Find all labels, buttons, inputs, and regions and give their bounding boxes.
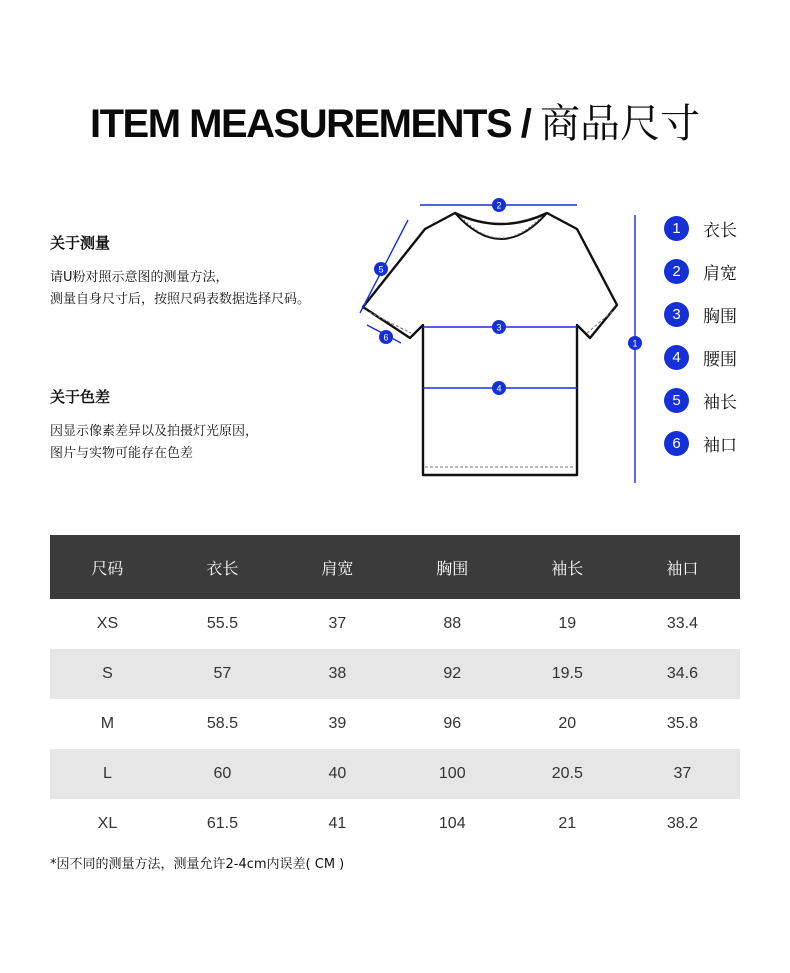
table-cell: 21 <box>558 815 577 832</box>
marker-3 <box>492 320 506 334</box>
table-cell: 37 <box>328 615 347 632</box>
legend-number: 2 <box>664 259 689 284</box>
footnote: *因不同的测量方法，测量允许2-4cm内误差( CM ) <box>50 857 345 872</box>
legend-label: 肩宽 <box>703 264 737 284</box>
measurement-legend <box>664 207 737 465</box>
table-row <box>50 649 740 699</box>
table-cell: 96 <box>443 715 462 732</box>
marker-4-label: 4 <box>496 383 502 394</box>
legend-label: 腰围 <box>703 350 737 370</box>
marker-6 <box>379 330 393 344</box>
table-cell: 88 <box>443 615 462 632</box>
table-cell: 37 <box>625 749 740 799</box>
tshirt-outline <box>363 213 617 475</box>
table-cell: 100 <box>395 749 510 799</box>
marker-2 <box>492 198 506 212</box>
table-cell: S <box>50 649 165 699</box>
tshirt-diagram <box>355 195 655 495</box>
table-cell: 39 <box>328 715 347 732</box>
marker-1-label: 1 <box>632 338 638 349</box>
table-cell: 104 <box>438 815 466 832</box>
table-cell: 34.6 <box>625 649 740 699</box>
table-header-row <box>50 535 740 599</box>
table-row <box>50 749 740 799</box>
table-cell: XL <box>97 815 118 832</box>
page-title <box>0 92 790 149</box>
table-header-cell: 袖长 <box>510 535 625 599</box>
table-header-cell: 尺码 <box>50 535 165 599</box>
measurement-note-line: 测量自身尺寸后，按照尺码表数据选择尺码。 <box>50 292 311 307</box>
legend-number: 5 <box>664 388 689 413</box>
color-note-line: 因显示像素差异以及拍摄灯光原因， <box>50 424 259 439</box>
color-note-heading: 关于色差 <box>50 388 111 406</box>
table-cell: L <box>50 749 165 799</box>
table-cell: 61.5 <box>206 815 238 832</box>
table-cell: 60 <box>165 749 280 799</box>
legend-item-cuff <box>664 422 737 465</box>
legend-label: 胸围 <box>703 307 737 327</box>
table-cell: 92 <box>395 649 510 699</box>
table-header-cell: 肩宽 <box>280 535 395 599</box>
title-en: ITEM MEASUREMENTS / <box>89 102 531 146</box>
table-cell: 40 <box>280 749 395 799</box>
table-cell: 19.5 <box>510 649 625 699</box>
marker-1 <box>628 336 642 350</box>
marker-4 <box>492 381 506 395</box>
legend-item-sleeve <box>664 379 737 422</box>
table-row <box>50 799 740 849</box>
title-cn: 商品尺寸 <box>540 101 701 147</box>
color-note-line: 图片与实物可能存在色差 <box>50 446 194 461</box>
color-note <box>50 386 370 465</box>
legend-number: 1 <box>664 216 689 241</box>
table-cell: 41 <box>328 815 347 832</box>
table-cell: 57 <box>165 649 280 699</box>
legend-number: 3 <box>664 302 689 327</box>
table-header-cell: 衣长 <box>165 535 280 599</box>
legend-item-chest <box>664 293 737 336</box>
marker-3-label: 3 <box>496 322 502 333</box>
legend-number: 6 <box>664 431 689 456</box>
measurement-note-line: 请U粉对照示意图的测量方法， <box>50 270 229 285</box>
table-cell: 35.8 <box>666 715 698 732</box>
table-cell: 20.5 <box>510 749 625 799</box>
legend-number: 4 <box>664 345 689 370</box>
table-row <box>50 599 740 649</box>
legend-label: 袖长 <box>703 393 737 413</box>
marker-2-label: 2 <box>496 200 502 211</box>
table-cell: 38.2 <box>666 815 698 832</box>
marker-5-label: 5 <box>378 264 384 275</box>
table-cell: 20 <box>558 715 577 732</box>
legend-item-shoulder <box>664 250 737 293</box>
table-cell: 33.4 <box>666 615 698 632</box>
legend-label: 衣长 <box>703 221 737 241</box>
marker-6-label: 6 <box>383 332 389 343</box>
size-table <box>50 535 740 849</box>
legend-item-length <box>664 207 737 250</box>
legend-item-waist <box>664 336 737 379</box>
table-cell: 38 <box>280 649 395 699</box>
table-header-cell: 胸围 <box>395 535 510 599</box>
table-cell: M <box>100 715 115 732</box>
table-cell: XS <box>96 615 119 632</box>
table-cell: 58.5 <box>206 715 238 732</box>
marker-5 <box>374 262 388 276</box>
measurement-note <box>50 232 370 311</box>
table-header-cell: 袖口 <box>625 535 740 599</box>
legend-label: 袖口 <box>703 436 737 456</box>
table-cell: 55.5 <box>206 615 238 632</box>
table-row <box>50 699 740 749</box>
table-cell: 19 <box>558 615 577 632</box>
measurement-note-heading: 关于测量 <box>50 234 111 252</box>
